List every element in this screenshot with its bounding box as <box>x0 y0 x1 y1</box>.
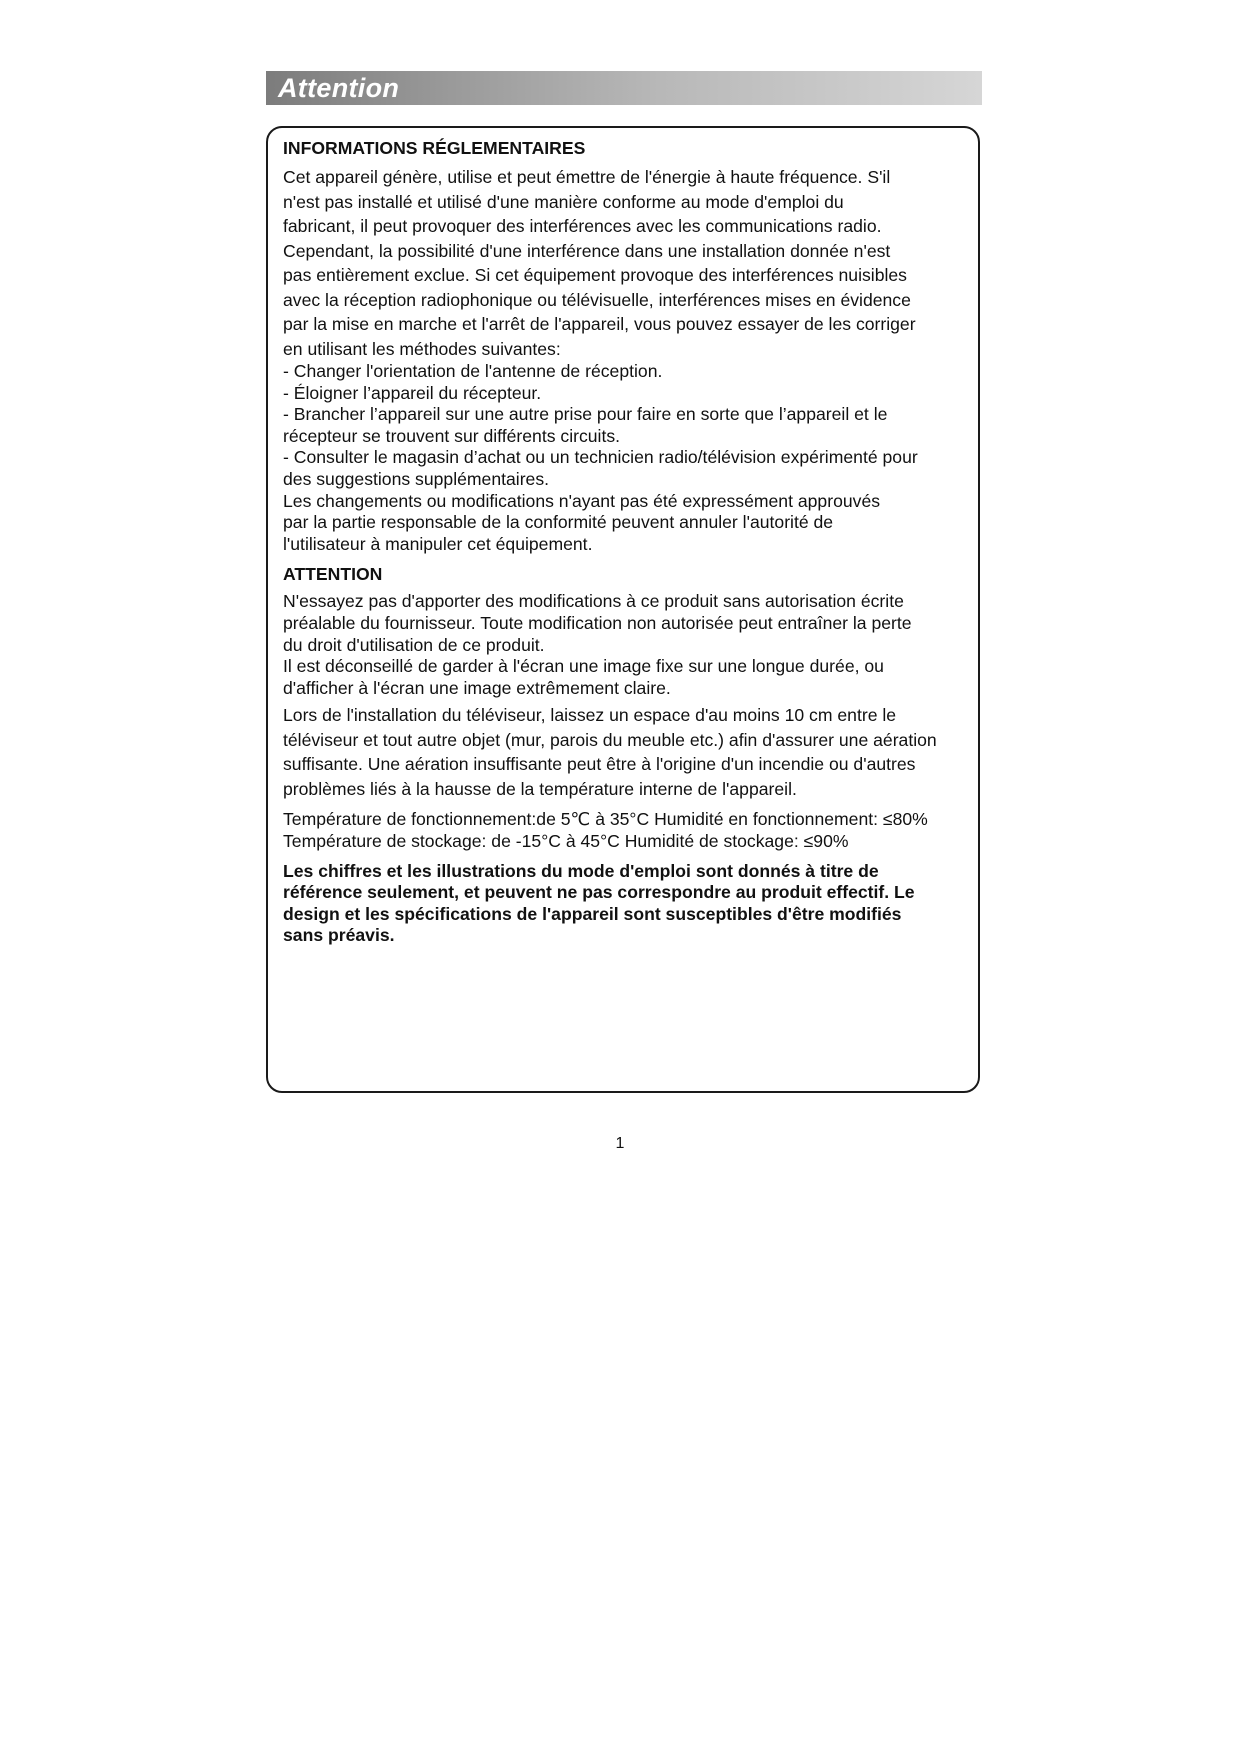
text-line: - Éloigner l’appareil du récepteur. <box>283 382 542 403</box>
text-line: par la partie responsable de la conformité peuvent annuler l'autorité de <box>283 512 834 533</box>
text-line: sans préavis. <box>283 925 395 946</box>
page-number: 1 <box>615 1135 625 1152</box>
text-line: avec la réception radiophonique ou télévisuelle, interférences mises en évidence <box>283 289 911 310</box>
regulatory-intro <box>283 165 983 361</box>
attention-heading: ATTENTION <box>283 564 383 585</box>
text-line: Les changements ou modifications n'ayant pas été expressément approuvés <box>283 490 881 511</box>
regulatory-methods <box>283 361 983 555</box>
text-line: N'essayez pas d'apporter des modifications à ce produit sans autorisation écrite <box>283 591 904 612</box>
text-line: Il est déconseillé de garder à l'écran une image fixe sur une longue durée, ou <box>283 656 884 677</box>
text-line: récepteur se trouvent sur différents circuits. <box>283 425 621 446</box>
text-line: en utilisant les méthodes suivantes: <box>283 338 561 359</box>
regulatory-heading: INFORMATIONS RÉGLEMENTAIRES <box>283 138 586 158</box>
text-line: - Brancher l’appareil sur une autre prise pour faire en sorte que l’appareil et le <box>283 404 888 425</box>
installation-note <box>283 703 983 801</box>
text-line: Cet appareil génère, utilise et peut émettre de l'énergie à haute fréquence. S'il <box>283 167 891 187</box>
disclaimer-note <box>283 861 983 947</box>
text-line: par la mise en marche et l'arrêt de l'appareil, vous pouvez essayer de les corriger <box>283 314 916 334</box>
text-line: du droit d'utilisation de ce produit. <box>283 634 545 655</box>
text-line: problèmes liés à la hausse de la température interne de l'appareil. <box>283 778 797 799</box>
text-line: Lors de l'installation du téléviseur, laissez un espace d'au moins 10 cm entre le <box>283 705 897 726</box>
text-line: Les chiffres et les illustrations du mode d'emploi sont donnés à titre de <box>283 860 879 881</box>
text-line: - Consulter le magasin d’achat ou un technicien radio/télévision expérimenté pour <box>283 447 918 468</box>
text-line: design et les spécifications de l'appareil sont susceptibles d'être modifiés <box>283 903 902 924</box>
text-line: référence seulement, et peuvent ne pas correspondre au produit effectif. Le <box>283 882 915 903</box>
text-line: d'afficher à l'écran une image extrêmement claire. <box>283 677 671 698</box>
attention-modifications <box>283 591 983 699</box>
notice-content <box>283 137 983 947</box>
text-line: n'est pas installé et utilisé d'une manière conforme au mode d'emploi du <box>283 191 844 212</box>
environment-specifications <box>283 809 983 852</box>
section-title-bar <box>266 71 982 105</box>
page-title: Attention <box>278 73 400 103</box>
text-line: préalable du fournisseur. Toute modification non autorisée peut entraîner la perte <box>283 612 912 633</box>
text-line: fabricant, il peut provoquer des interférences avec les communications radio. <box>283 216 882 236</box>
text-line: pas entièrement exclue. Si cet équipement provoque des interférences nuisibles <box>283 265 907 285</box>
text-line: l'utilisateur à manipuler cet équipement. <box>283 533 593 554</box>
text-line: Cependant, la possibilité d'une interférence dans une installation donnée n'est <box>283 240 891 261</box>
text-line: - Changer l'orientation de l'antenne de réception. <box>283 361 663 381</box>
text-line: téléviseur et tout autre objet (mur, parois du meuble etc.) afin d'assurer une aération <box>283 729 937 750</box>
operating-conditions: Température de fonctionnement:de 5℃ à 35°C Humidité en fonctionnement: ≤80% <box>283 809 928 830</box>
text-line: des suggestions supplémentaires. <box>283 468 550 489</box>
text-line: suffisante. Une aération insuffisante peut être à l'origine d'un incendie ou d'autres <box>283 754 916 775</box>
storage-conditions: Température de stockage: de -15°C à 45°C Humidité de stockage: ≤90% <box>283 830 849 851</box>
